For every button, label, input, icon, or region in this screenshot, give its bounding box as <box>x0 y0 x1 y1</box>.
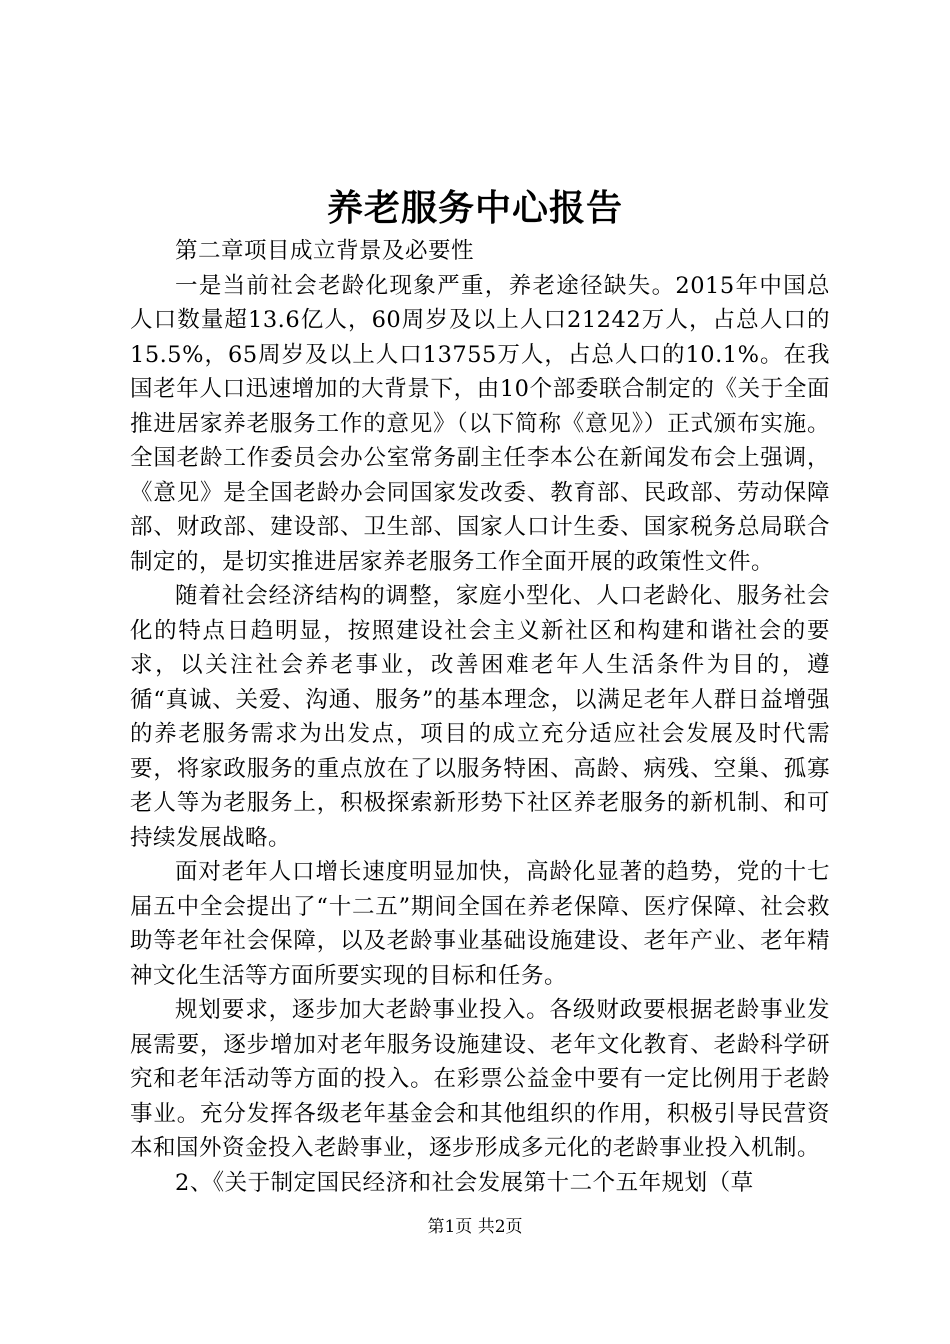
document-title: 养老服务中心报告 <box>326 187 623 229</box>
document-body <box>130 234 830 1200</box>
paragraph-planning-requirements: 规划要求，逐步加大老龄事业投入。各级财政要根据老龄事业发展需要，逐步增加对老年服务设施建设、老年文化教育、老龄科学研究和老年活动等方面的投入。在彩票公益金中要有一定比例用于老龄事业。充分发挥各级老年基金会和其他组织的作用，积极引导民营资本和国外资金投入老龄事业，逐步形成多元化的老龄事业投入机制。 <box>130 997 830 1161</box>
paragraph-numbered-item: 2、《关于制定国民经济和社会发展第十二个五年规划（草 <box>175 1169 754 1196</box>
paragraph-aging-trend: 面对老年人口增长速度明显加快，高龄化显著的趋势，党的十七届五中全会提出了“十二五”期间全国在养老保障、医疗保障、社会救助等老年社会保障，以及老龄事业基础设施建设、老年产业、老年精神文化生活等方面所要实现的目标和任务。 <box>130 859 830 989</box>
page-number-footer: 第1页 共2页 <box>427 1217 523 1237</box>
paragraph-background: 一是当前社会老龄化现象严重，养老途径缺失。2015年中国总人口数量超13.6亿人，60周岁及以上人口21242万人，占总人口的15.5%，65周岁及以上人口13755万人，占总人口的10.1%。在我国老年人口迅速增加的大背景下，由10个部委联合制定的《关于全面推进居家养老服务工作的意见》（以下简称《意见》）正式颁布实施。全国老龄工作委员会办公室常务副主任李本公在新闻发布会上强调，《意见》是全国老龄办会同国家发改委、教育部、民政部、劳动保障部、财政部、建设部、卫生部、国家人口计生委、国家税务总局联合制定的，是切实推进居家养老服务工作全面开展的政策性文件。 <box>130 272 830 575</box>
paragraph-social-change: 随着社会经济结构的调整，家庭小型化、人口老龄化、服务社会化的特点日趋明显，按照建设社会主义新社区和构建和谐社会的要求，以关注社会养老事业，改善困难老年人生活条件为目的，遵循“真诚、关爱、沟通、服务”的基本理念，以满足老年人群日益增强的养老服务需求为出发点，项目的成立充分适应社会发展及时代需要，将家政服务的重点放在了以服务特困、高龄、病残、空巢、孤寡老人等为老服务上，积极探索新形势下社区养老服务的新机制、和可持续发展战略。 <box>130 583 830 851</box>
section-heading: 第二章项目成立背景及必要性 <box>175 238 475 264</box>
